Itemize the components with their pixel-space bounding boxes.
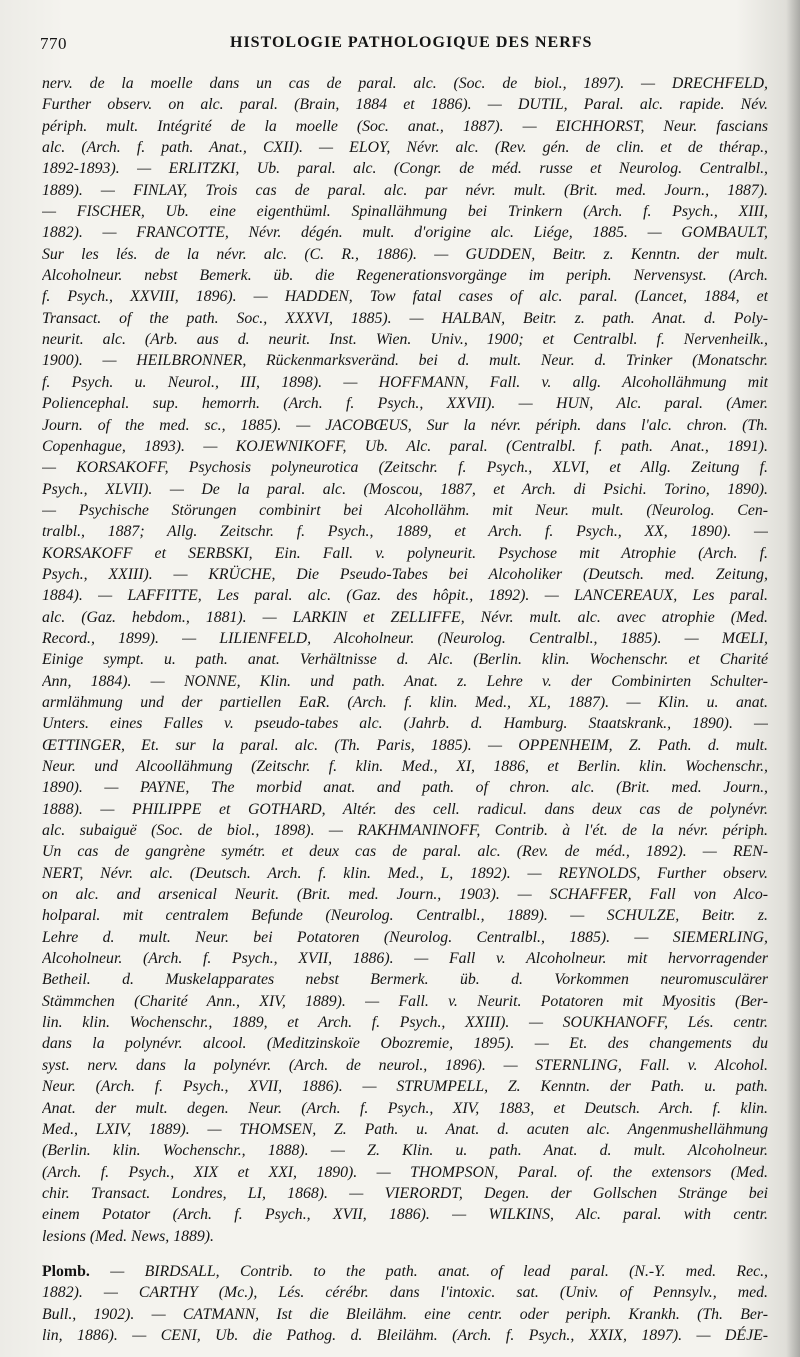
text-line: Record., 1899). — LILIENFELD, Alcoholneur. (Neurolog. Centralbl., 1885). — MŒLI, [42, 629, 768, 647]
text-line: 1882). — FRANCOTTE, Névr. dégén. mult. d'origine alc. Liége, 1885. — GOMBAULT, [42, 224, 768, 242]
text-line: Alcoholneur. (Arch. f. Psych., XVII, 1886). — Fall v. Alcoholneur. mit hervorragender [42, 950, 768, 968]
text-line: ŒTTINGER, Et. sur la paral. alc. (Th. Paris, 1885). — OPPENHEIM, Z. Path. d. mult. [42, 736, 768, 754]
text-line: Neur. (Arch. f. Psych., XVII, 1886). — STRUMPELL, Z. Kenntn. der Path. u. path. [42, 1078, 768, 1096]
text-line: Un cas de gangrène symétr. et deux cas de paral. alc. (Rev. de méd., 1892). — REN- [42, 843, 768, 861]
section-heading: Plomb. [42, 1262, 90, 1280]
text-line: einem Potator (Arch. f. Psych., XVII, 1886). — WILKINS, Alc. paral. with centr. [42, 1206, 768, 1224]
text-line: Bull., 1902). — CATMANN, Ist die Bleilähm. eine centr. oder periph. Krankh. (Th. Ber- [42, 1305, 768, 1323]
text-line: (Berlin. klin. Wochenschr., 1888). — Z. Klin. u. path. Anat. d. mult. Alcoholneur. [42, 1142, 768, 1160]
text-line: Neur. und Alcoollähmung (Zeitschr. f. klin. Med., XI, 1886, et Berlin. klin. Wochenschr., [42, 758, 768, 775]
running-title: HISTOLOGIE PATHOLOGIQUE DES NERFS [230, 34, 593, 51]
text-line: Alcoholneur. nebst Bemerk. üb. die Regenerationsvorgänge im periph. Nervensyst. (Arch. [42, 267, 768, 285]
text-line: holparal. mit centralem Befunde (Neurolog. Centralbl., 1889). — SCHULZE, Beitr. z. [42, 907, 768, 925]
text-line: armlähmung und der partiellen EaR. (Arch. f. klin. Med., XL, 1887). — Klin. u. anat. [42, 693, 768, 711]
text-line: (Arch. f. Psych., XIX et XXI, 1890). — THOMPSON, Paral. of. the extensors (Med. [42, 1163, 768, 1181]
text-line: alc. (Gaz. hebdom., 1881). — LARKIN et ZELLIFFE, Névr. mult. alc. avec atrophie (Med. [42, 608, 768, 626]
text-line: 1890). — PAYNE, The morbid anat. and path. of chron. alc. (Brit. med. Journ., [42, 779, 768, 797]
text-line: Poliencephal. sup. hemorrh. (Arch. f. Psych., XXVII). — HUN, Alc. paral. (Amer. [42, 395, 768, 413]
text-line: Unters. eines Falles v. pseudo-tabes alc. (Jahrb. d. Hamburg. Staatskrank., 1890). — [42, 715, 768, 733]
text-line: alc. subaiguë (Soc. de biol., 1898). — RAKHMANINOFF, Contrib. à l'ét. de la névr. périph. [42, 822, 768, 840]
text-line: Copenhague, 1893). — KOJEWNIKOFF, Ub. Alc. paral. (Centralbl. f. path. Anat., 1891). [42, 437, 768, 455]
text-line: Ann, 1884). — NONNE, Klin. und path. Anat. z. Lehre v. der Combinirten Schulter- [42, 672, 768, 690]
text-line: 1882). — CARTHY (Mc.), Lés. cérébr. dans l'intoxic. sat. (Univ. of Pennsylv., med. [42, 1284, 768, 1302]
text-line: Lehre d. mult. Neur. bei Potatoren (Neurolog. Centralbl., 1885). — SIEMERLING, [42, 928, 768, 946]
text-line: lin. klin. Wochenschr., 1889, et Arch. f. Psych., XXIII). — SOUKHANOFF, Lés. centr. [42, 1014, 768, 1032]
text-line: 1884). — LAFFITTE, Les paral. alc. (Gaz. des hôpit., 1892). — LANCEREAUX, Les paral. [42, 587, 768, 605]
text-line: neurit. alc. (Arb. aus d. neurit. Inst. Wien. Univ., 1900; et Centralbl. f. Nervenheilk., [42, 331, 768, 349]
page-header [40, 34, 760, 62]
text-line: Einige sympt. u. path. anat. Verhältnisse d. Alc. (Berlin. klin. Wochenschr. et Charité [42, 651, 768, 669]
text-line: f. Psych., XXVIII, 1896). — HADDEN, Tow fatal cases of alc. paral. (Lancet, 1884, et [42, 288, 768, 306]
text-line: NERT, Névr. alc. (Deutsch. Arch. f. klin. Med., L, 1892). — REYNOLDS, Further observ. [42, 864, 768, 882]
text-line: Transact. of the path. Soc., XXXVI, 1885). — HALBAN, Beitr. z. path. Anat. d. Poly- [42, 309, 768, 327]
alcohol-bibliography [42, 73, 768, 1247]
section-gap [42, 1247, 768, 1261]
text-line: tralbl., 1887; Allg. Zeitschr. f. Psych., 1889, et Arch. f. Psych., XX, 1890). — [42, 523, 768, 541]
text-line: 1888). — PHILIPPE et GOTHARD, Altér. des cell. radicul. dans deux cas de polynévr. [42, 800, 768, 818]
text-line: Further observ. on alc. paral. (Brain, 1884 et 1886). — DUTIL, Paral. alc. rapide. Név. [42, 96, 768, 114]
text-line: syst. nerv. dans la polynévr. (Arch. de neurol., 1896). — STERNLING, Fall. v. Alcohol. [42, 1056, 768, 1074]
text-line: Stämmchen (Charité Ann., XIV, 1889). — Fall. v. Neurit. Potatoren mit Myositis (Ber- [42, 992, 768, 1010]
text-line: 1900). — HEILBRONNER, Rückenmarksveränd. bei d. mult. Neur. d. Trinker (Monatschr. [42, 352, 768, 370]
text-line: 1889). — FINLAY, Trois cas de paral. alc. par névr. mult. (Brit. med. Journ., 1887). [42, 181, 768, 199]
scan-edge-shadow [786, 0, 800, 1357]
text-line: KORSAKOFF et SERBSKI, Ein. Fall. v. polyneurit. Psychose mit Atrophie (Arch. f. [42, 544, 768, 562]
text-line: f. Psych. u. Neurol., III, 1898). — HOFFMANN, Fall. v. allg. Alcohollähmung mit [42, 373, 768, 391]
text-line: — KORSAKOFF, Psychosis polyneurotica (Zeitschr. f. Psych., XLVI, et Allg. Zeitung f. [42, 459, 768, 477]
text-line: Journ. of the med. sc., 1885). — JACOBŒUS, Sur la névr. périph. dans l'alc. chron. (Th. [42, 416, 768, 434]
text-line [42, 1261, 768, 1282]
text-line: chir. Transact. Londres, LI, 1868). — VIERORDT, Degen. der Gollschen Stränge bei [42, 1184, 768, 1202]
text-line: Sur les lés. de la névr. alc. (C. R., 1886). — GUDDEN, Beitr. z. Kenntn. der mult. [42, 245, 768, 263]
bibliography-text [42, 73, 768, 1346]
text-line: Med., LXIV, 1889). — THOMSEN, Z. Path. u. Anat. d. acuten alc. Angenmushellähmung [42, 1120, 768, 1138]
lead-bibliography [42, 1261, 768, 1346]
text-line: Anat. der mult. degen. Neur. (Arch. f. Psych., XIV, 1883, et Deutsch. Arch. f. klin. [42, 1099, 768, 1117]
text-line: nerv. de la moelle dans un cas de paral. alc. (Soc. de biol., 1897). — DRECHFELD, [42, 75, 768, 92]
text-line: — Psychische Störungen combinirt bei Alcohollähm. mit Neur. mult. (Neurolog. Cen- [42, 501, 768, 519]
text-line: Betheil. d. Muskelapparates nebst Bermerk. üb. d. Vorkommen neuromusculärer [42, 971, 768, 989]
text-line: on alc. and arsenical Neurit. (Brit. med. Journ., 1903). — SCHAFFER, Fall von Alco- [42, 886, 768, 904]
text-line: périph. mult. Intégrité de la moelle (Soc. anat., 1887). — EICHHORST, Neur. fascians [42, 117, 768, 135]
text-line: dans la polynévr. alcool. (Meditzinskoïe Obozremie, 1895). — Et. des changements du [42, 1035, 768, 1053]
text-line: 1892-1893). — ERLITZKI, Ub. paral. alc. (Congr. de méd. russe et Neurolog. Centralbl., [42, 160, 768, 178]
text-line: Psych., XLVII). — De la paral. alc. (Moscou, 1887, et Arch. di Psichi. Torino, 1890). [42, 480, 768, 498]
text-line: Psych., XXIII). — KRÜCHE, Die Pseudo-Tabes bei Alcoholiker (Deutsch. med. Zeitung, [42, 565, 768, 583]
text-line: lesions (Med. News, 1889). [42, 1227, 214, 1245]
text-line-rest: — BIRDSALL, Contrib. to the path. anat. of lead paral. (N.-Y. med. Rec., [89, 1262, 768, 1280]
text-line: alc. (Arch. f. path. Anat., CXII). — ELOY, Névr. alc. (Rev. gén. de clin. et de thérap., [42, 139, 768, 157]
page-number: 770 [40, 34, 67, 53]
text-line: lin, 1886). — CENI, Ub. die Pathog. d. Bleilähm. (Arch. f. Psych., XXIX, 1897). — DÉJE- [42, 1326, 768, 1344]
text-line: — FISCHER, Ub. eine eigenthüml. Spinallähmung bei Trinkern (Arch. f. Psych., XIII, [42, 203, 768, 221]
